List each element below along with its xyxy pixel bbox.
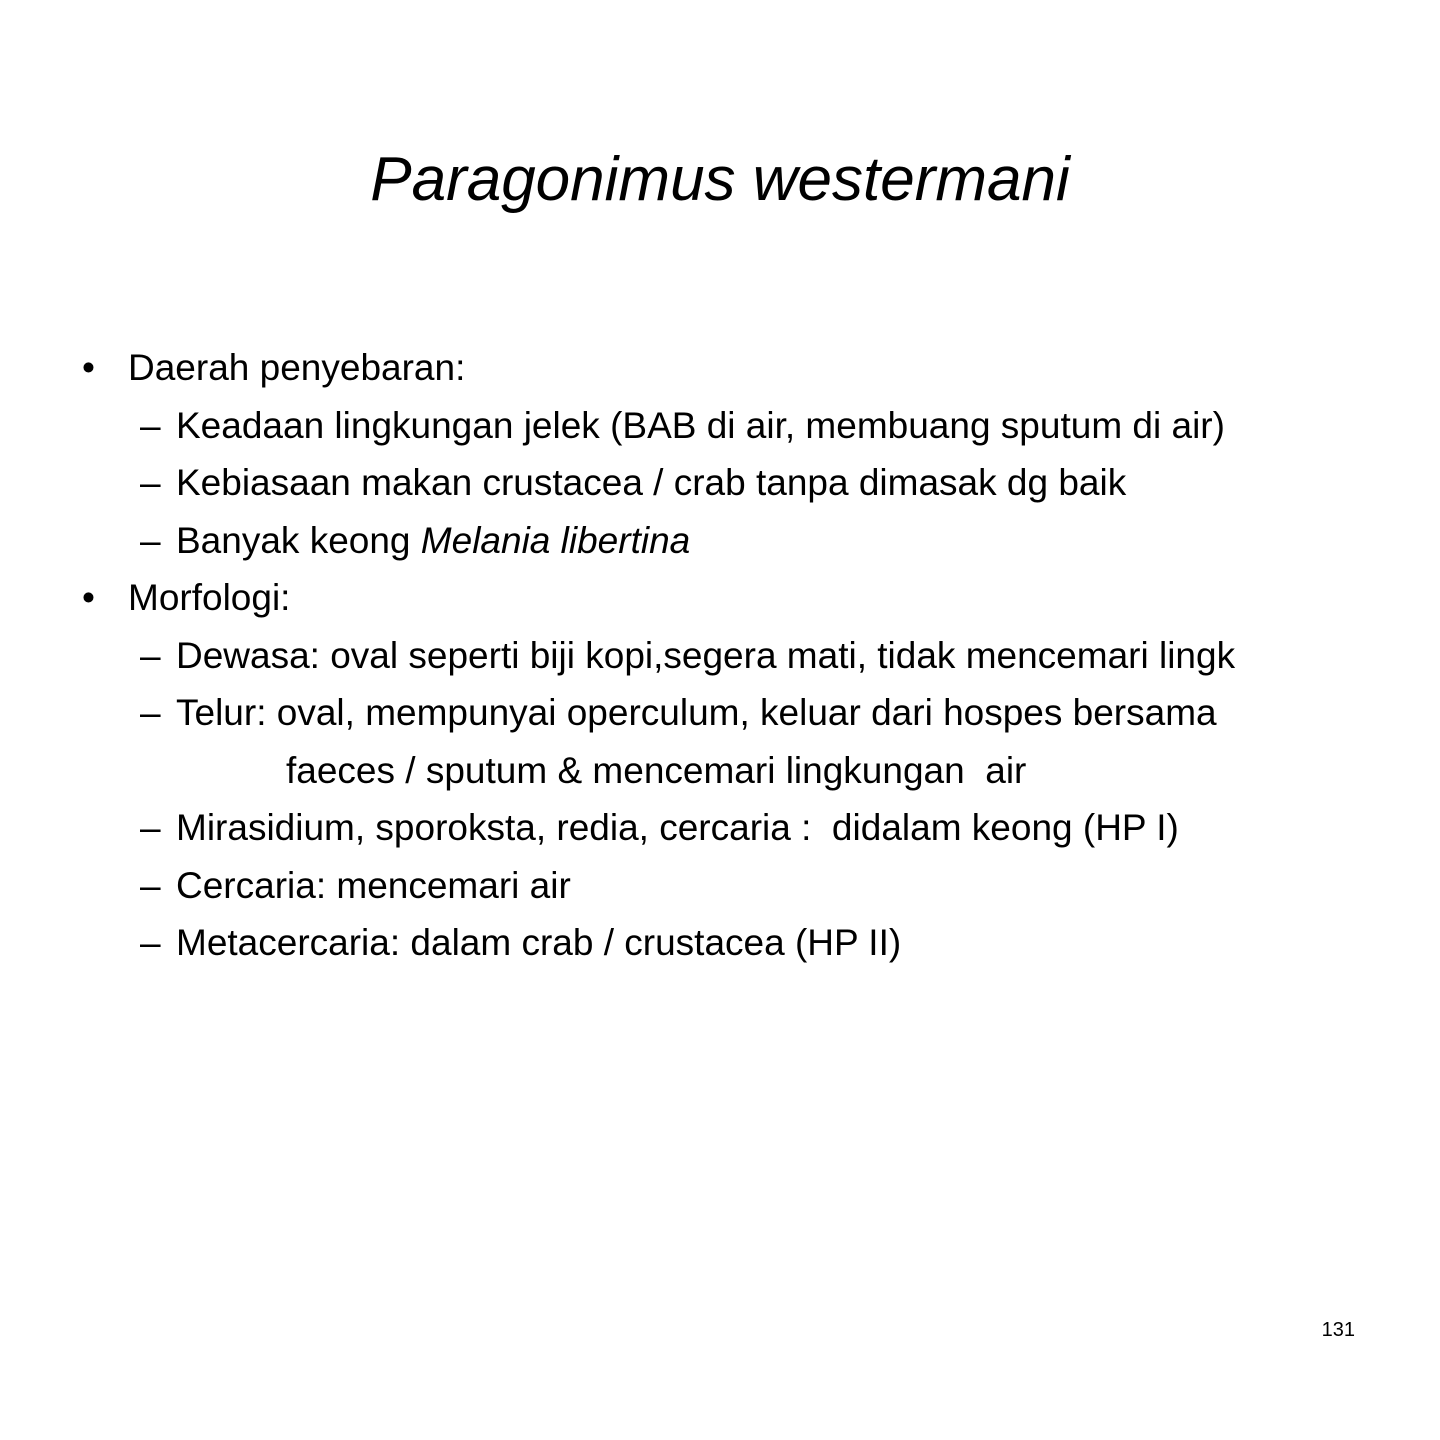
sub-item xyxy=(82,799,1382,857)
bullet-heading: Daerah penyebaran: xyxy=(128,347,466,388)
sub-item-text: Keadaan lingkungan jelek (BAB di air, membuang sputum di air) xyxy=(176,404,1225,446)
sub-item-text: Telur: oval, mempunyai operculum, keluar dari hospes bersama xyxy=(176,692,1217,733)
page-number: 131 xyxy=(1321,1319,1355,1341)
sub-item-text: Cercaria: mencemari air xyxy=(176,864,571,906)
sub-item xyxy=(82,397,1382,455)
dash-icon: – xyxy=(140,692,161,733)
sub-item-continuation xyxy=(82,742,1382,800)
bullet-icon: • xyxy=(82,577,95,618)
sub-item xyxy=(82,684,1382,742)
dash-icon: – xyxy=(140,634,161,676)
dash-icon: – xyxy=(140,519,161,561)
slide-title: Paragonimus westermani xyxy=(370,145,1070,214)
bullet-icon: • xyxy=(82,347,95,388)
dash-icon: – xyxy=(140,864,161,906)
sub-item xyxy=(82,454,1382,512)
sub-item xyxy=(82,512,1382,570)
bullet-morfologi xyxy=(82,569,1382,627)
sub-item-text: Metacercaria: dalam crab / crustacea (HP II) xyxy=(176,922,902,963)
sub-item-text: faeces / sputum & mencemari lingkungan air xyxy=(286,749,1027,791)
sub-item xyxy=(82,857,1382,915)
dash-icon: – xyxy=(140,922,161,963)
sub-item-text: Kebiasaan makan crustacea / crab tanpa dimasak dg baik xyxy=(176,462,1127,503)
slide-content xyxy=(82,339,1382,972)
bullet-daerah-penyebaran xyxy=(82,339,1382,397)
dash-icon: – xyxy=(140,807,161,848)
sub-item-text: Dewasa: oval seperti biji kopi,segera mati, tidak mencemari lingk xyxy=(176,634,1236,676)
dash-icon: – xyxy=(140,404,161,446)
sub-item xyxy=(82,627,1382,685)
species-name: Melania libertina xyxy=(420,519,691,561)
dash-icon: – xyxy=(140,462,161,503)
sub-item-text: Banyak keong xyxy=(176,519,421,561)
sub-item-text: Mirasidium, sporoksta, redia, cercaria : didalam keong (HP I) xyxy=(176,807,1179,848)
bullet-heading: Morfologi: xyxy=(128,577,291,618)
sub-item xyxy=(82,914,1382,972)
